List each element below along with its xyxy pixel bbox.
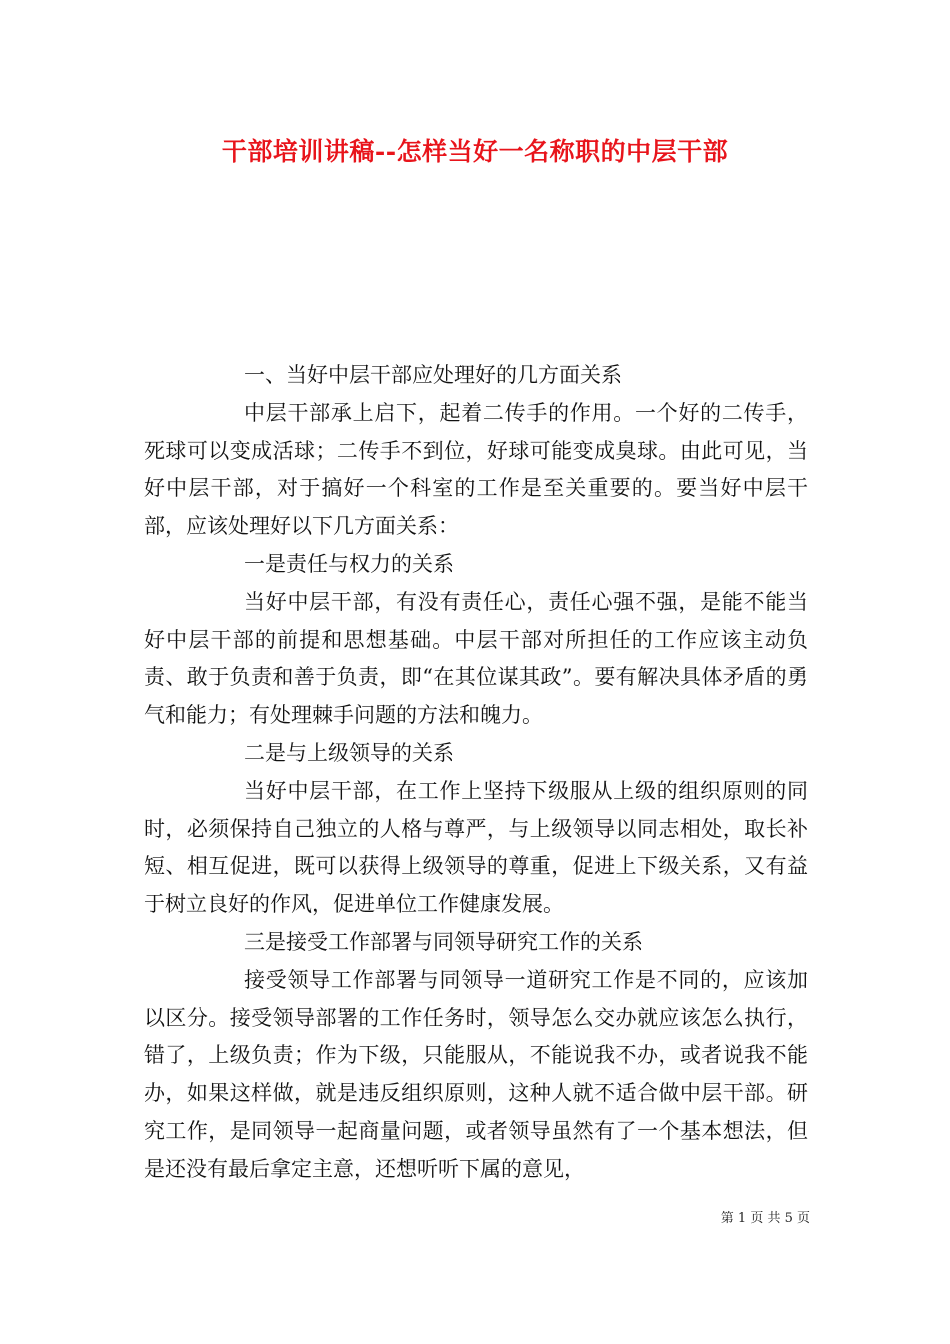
subheading-work-deployment: 三是接受工作部署与同领导研究工作的关系 (244, 929, 643, 954)
paragraph-intro: 中层干部承上启下，起着二传手的作用。一个好的二传手，死球可以变成活球；二传手不到位，好球可能变成臭球。由此可见，当好中层干部，对于搞好一个科室的工作是至关重要的。要当好中层干部，应该处理好以下几方面关系： (144, 400, 808, 539)
subheading-responsibility: 一是责任与权力的关系 (244, 551, 454, 576)
paragraph-work-deployment: 接受领导工作部署与同领导一道研究工作是不同的，应该加以区分。接受领导部署的工作任务时，领导怎么交办就应该怎么执行，错了，上级负责；作为下级，只能服从，不能说我不办，或者说我不能办，如果这样做，就是违反组织原则，这种人就不适合做中层干部。研究工作，是同领导一起商量问题，或者领导虽然有了一个基本想法，但是还没有最后拿定主意，还想听听下属的意见， (144, 967, 808, 1181)
document-body (144, 357, 808, 1189)
paragraph-responsibility: 当好中层干部，有没有责任心，责任心强不强，是能不能当好中层干部的前提和思想基础。中层干部对所担任的工作应该主动负责、敢于负责和善于负责，即“在其位谋其政”。要有解决具体矛盾的勇气和能力；有处理棘手问题的方法和魄力。 (144, 589, 808, 728)
section-heading-relations: 一、当好中层干部应处理好的几方面关系 (244, 363, 622, 387)
subheading-superiors: 二是与上级领导的关系 (244, 740, 454, 765)
paragraph-superiors: 当好中层干部，在工作上坚持下级服从上级的组织原则的同时，必须保持自己独立的人格与尊严，与上级领导以同志相处，取长补短、相互促进，既可以获得上级领导的尊重，促进上下级关系，又有益于树立良好的作风，促进单位工作健康发展。 (144, 778, 808, 917)
document-title: 干部培训讲稿--怎样当好一名称职的中层干部 (221, 137, 729, 166)
page-number: 第 1 页 共 5 页 (720, 1211, 810, 1226)
